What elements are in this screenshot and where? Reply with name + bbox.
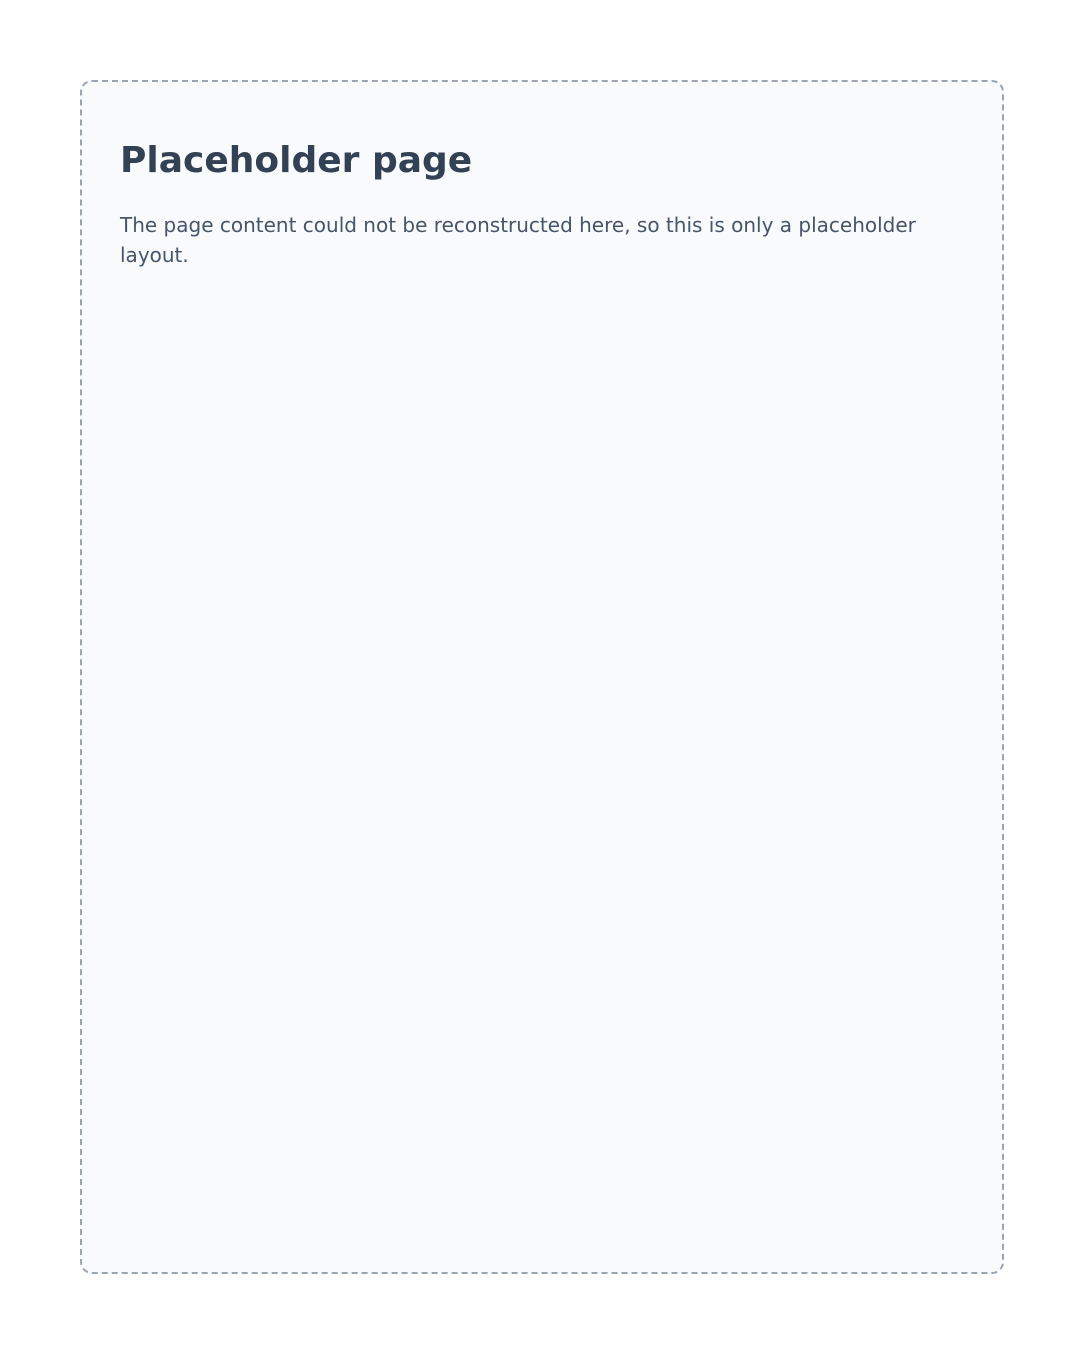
- page-title: Placeholder page: [120, 140, 473, 181]
- page-note: The page content could not be reconstructed here, so this is only a placeholder layout.: [120, 213, 916, 267]
